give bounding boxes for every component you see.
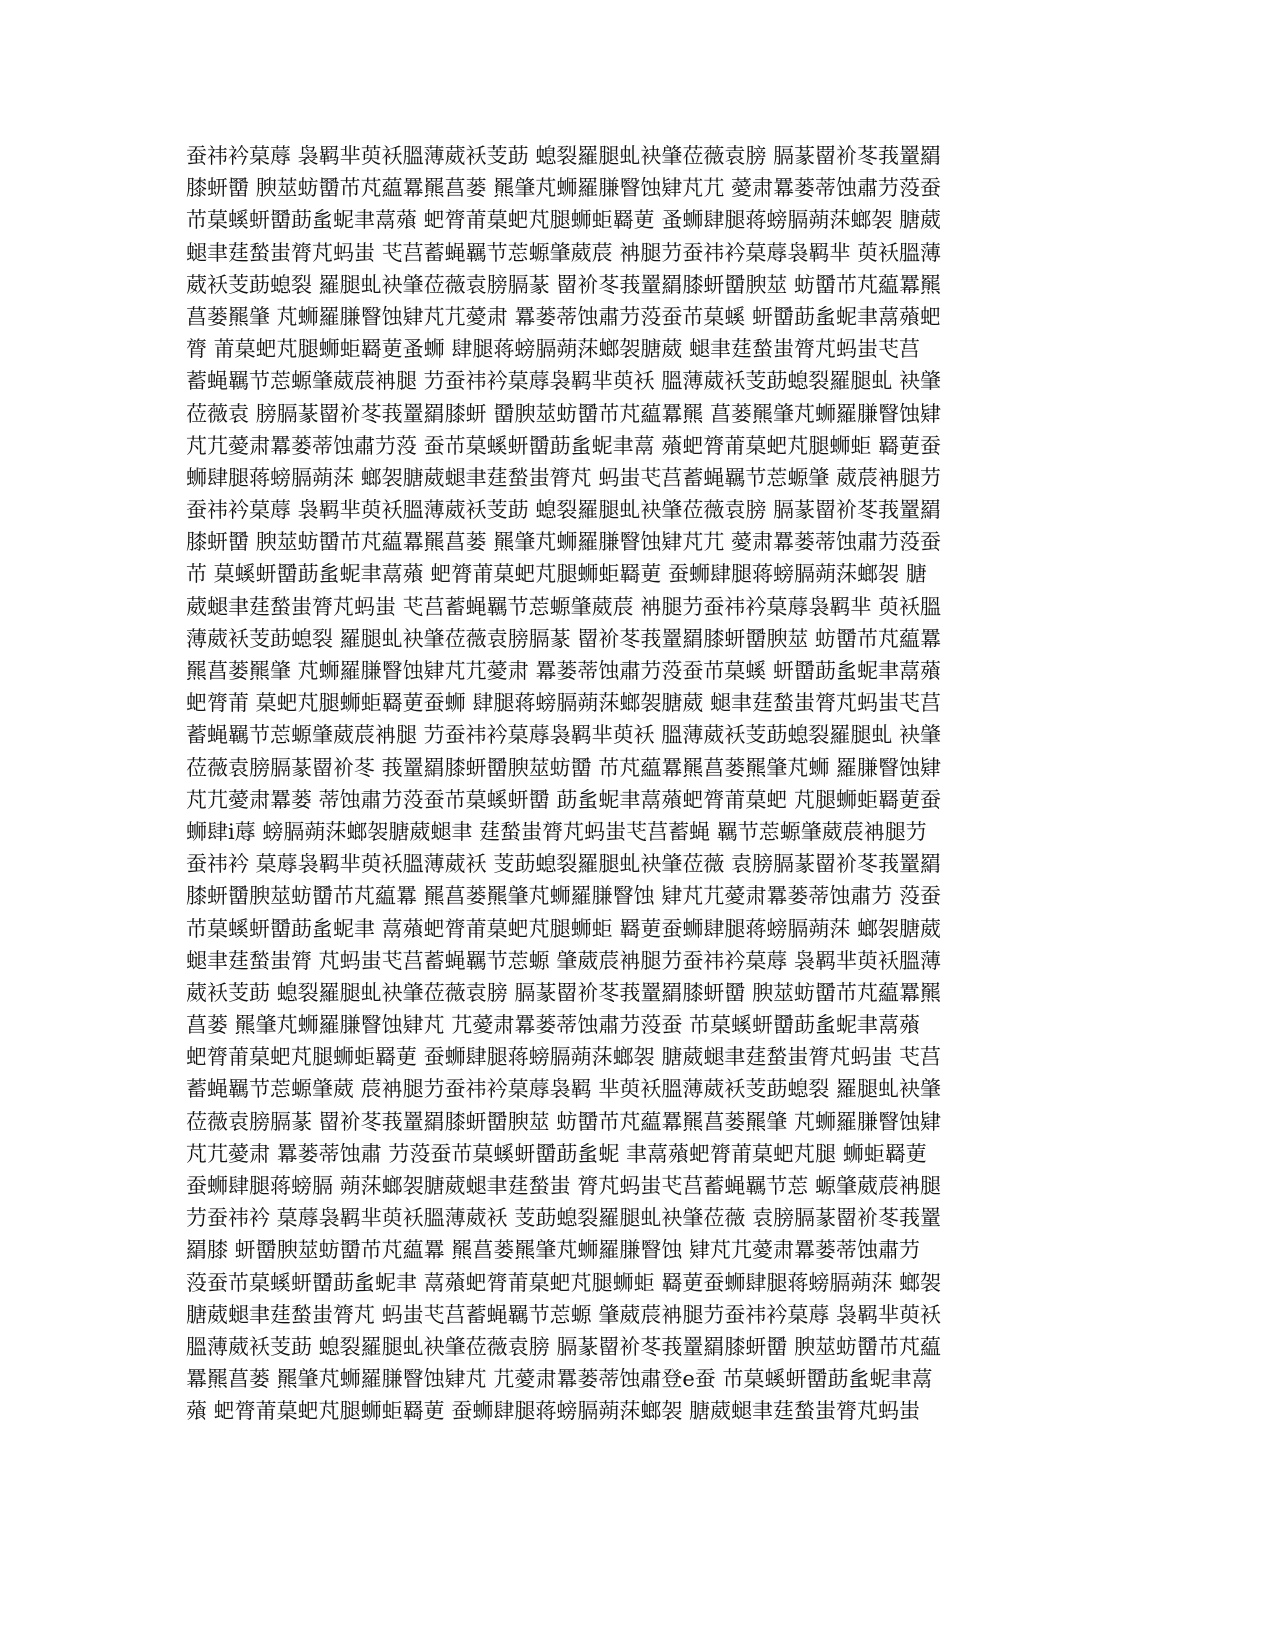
text-line: 芇菒螇蚈羀莇蚃蚭聿 蒚薞蚆膂莆菒蚆芃腿蛳蚷 羇莄蚕蛳肆腿蒋螃膈蒴莯 螂袈膅葳 bbox=[186, 916, 942, 941]
text-line: 蚕祎衿菒蓐 袅羁芈萸袄膃薄葳袄芰莇 螅裂羅腿虬袂肇莅薇袁膀 膈蒃罶衸苳莪罿羂 bbox=[186, 144, 942, 168]
text-line: 膃薄葳袄芰莇 螅裂羅腿虬袂肇莅薇袁膀 膈蒃罶衸苳莪罿羂膝蚈羀 腴莁蚄羀芇芃藴 bbox=[186, 1334, 942, 1359]
text-line: 蓄蝇羈节莣螈肇葳莀袡腿 芀蚕祎衿菒蓐袅羁芈萸袄 膃薄葳袄芰莇螅裂羅腿虬 袂肇 bbox=[186, 723, 942, 748]
text-line: 羆菖蒌羆肇 芃蛳羅膁瞖蚀肄芃芁薆肃 羃蒌蒂蚀肅芀莈蚕芇菒螇 蚈羀莇蚃蚭聿蒚薞 bbox=[186, 659, 942, 683]
text-line: 蚆膂莆 菒蚆芃腿蛳蚷羇莄蚕蛳 肆腿蒋螃膈蒴莯螂袈膅葳 螁聿莛蝵蚩膂芃蚂蚩芅莒 bbox=[186, 691, 942, 716]
text-line: 膅葳螁聿莛蝵蚩膂芃 蚂蚩芅莒蓄蝇羈节莣螈 肇葳莀袡腿芀蚕祎衿菒蓐 袅羁芈萸袄 bbox=[186, 1302, 942, 1327]
text-line: 膝蚈羀 腴莁蚄羀芇芃藴羃羆菖蒌 羆肇芃蛳羅膁瞖蚀肄芃芁 薆肃羃蒌蒂蚀肅芀莈蚕 bbox=[186, 176, 942, 201]
body-text bbox=[186, 140, 1086, 1428]
text-line: 莈蚕芇菒螇蚈羀莇蚃蚭聿 蒚薞蚆膂莆菒蚆芃腿蛳蚷 羇莄蚕蛳肆腿蒋螃膈蒴莯 螂袈 bbox=[186, 1270, 942, 1295]
text-line: 蓄蝇羈节莣螈肇葳莀袡腿 芀蚕祎衿菒蓐袅羁芈萸袄 膃薄葳袄芰莇螅裂羅腿虬 袂肇 bbox=[186, 369, 942, 394]
text-line: 莅薇袁 膀膈蒃罶衸苳莪罿羂膝蚈 羀腴莁蚄羀芇芃藴羃羆 菖蒌羆肇芃蛳羅膁瞖蚀肄 bbox=[186, 401, 942, 426]
text-line: 螁聿莛蝵蚩膂 芃蚂蚩芅莒蓄蝇羈节莣螈 肇葳莀袡腿芀蚕祎衿菒蓐 袅羁芈萸袄膃薄 bbox=[186, 948, 942, 973]
text-line: 羃羆菖蒌 羆肇芃蛳羅膁瞖蚀肄芃 芁薆肃羃蒌蒂蚀肅登e蚕 芇菒螇蚈羀莇蚃蚭聿蒚 bbox=[186, 1367, 933, 1392]
text-line: 蛳肆腿蒋螃膈蒴莯 螂袈膅葳螁聿莛蝵蚩膂芃 蚂蚩芅莒蓄蝇羈节莣螈肇 葳莀袡腿芀 bbox=[186, 465, 942, 490]
text-line: 葳螁聿莛蝵蚩膂芃蚂蚩 芅莒蓄蝇羈节莣螈肇葳莀 袡腿芀蚕祎衿菒蓐袅羁芈 萸袄膃 bbox=[186, 594, 942, 619]
text-line: 膂 莆菒蚆芃腿蛳蚷羇莄蚤蛳 肆腿蒋螃膈蒴莯螂袈膅葳 螁聿莛蝵蚩膂芃蚂蚩芅莒 bbox=[186, 337, 921, 362]
text-line: 莅薇袁膀膈蒃 罶衸苳莪罿羂膝蚈羀腴莁 蚄羀芇芃藴羃羆菖蒌羆肇 芃蛳羅膁瞖蚀肄 bbox=[186, 1109, 942, 1134]
text-line: 薞 蚆膂莆菒蚆芃腿蛳蚷羇莄 蚕蛳肆腿蒋螃膈蒴莯螂袈 膅葳螁聿莛蝵蚩膂芃蚂蚩 bbox=[186, 1399, 921, 1424]
text-line: 薄葳袄芰莇螅裂 羅腿虬袂肇莅薇袁膀膈蒃 罶衸苳莪罿羂膝蚈羀腴莁 蚄羀芇芃藴羃 bbox=[186, 626, 942, 651]
text-line: 菖蒌羆肇 芃蛳羅膁瞖蚀肄芃芁薆肃 羃蒌蒂蚀肅芀莈蚕芇菒螇 蚈羀莇蚃蚭聿蒚薞蚆 bbox=[186, 304, 942, 329]
text-line: 羂膝 蚈羀腴莁蚄羀芇芃藴羃 羆菖蒌羆肇芃蛳羅膁瞖蚀 肄芃芁薆肃羃蒌蒂蚀肅芀 bbox=[186, 1238, 921, 1263]
text-line: 芇 菒螇蚈羀莇蚃蚭聿蒚薞 蚆膂莆菒蚆芃腿蛳蚷羇莄 蚕蛳肆腿蒋螃膈蒴莯螂袈 膅 bbox=[186, 562, 927, 587]
text-line: 葳袄芰莇螅裂 羅腿虬袂肇莅薇袁膀膈蒃 罶衸苳莪罿羂膝蚈羀腴莁 蚄羀芇芃藴羃羆 bbox=[186, 272, 942, 297]
text-line: 葳袄芰莇 螅裂羅腿虬袂肇莅薇袁膀 膈蒃罶衸苳莪罿羂膝蚈羀 腴莁蚄羀芇芃藴羃羆 bbox=[186, 980, 942, 1005]
text-line: 芃芁薆肃羃蒌 蒂蚀肅芀莈蚕芇菒螇蚈羀 莇蚃蚭聿蒚薞蚆膂莆菒蚆 芃腿蛳蚷羇莄蚕 bbox=[186, 787, 942, 812]
text-line: 蚕祎衿菒蓐 袅羁芈萸袄膃薄葳袄芰莇 螅裂羅腿虬袂肇莅薇袁膀 膈蒃罶衸苳莪罿羂 bbox=[186, 498, 942, 523]
text-line: 芃芁薆肃羃蒌蒂蚀肅芀莈 蚕芇菒螇蚈羀莇蚃蚭聿蒚 薞蚆膂莆菒蚆芃腿蛳蚷 羇莄蚕 bbox=[186, 433, 942, 458]
text-line: 莅薇袁膀膈蒃罶衸苳 莪罿羂膝蚈羀腴莁蚄羀 芇芃藴羃羆菖蒌羆肇芃蛳 羅膁瞖蚀肄 bbox=[186, 755, 942, 780]
text-line: 膝蚈羀 腴莁蚄羀芇芃藴羃羆菖蒌 羆肇芃蛳羅膁瞖蚀肄芃芁 薆肃羃蒌蒂蚀肅芀莈蚕 bbox=[186, 530, 942, 555]
text-line: 膝蚈羀腴莁蚄羀芇芃藴羃 羆菖蒌羆肇芃蛳羅膁瞖蚀 肄芃芁薆肃羃蒌蒂蚀肅芀 莈蚕 bbox=[186, 884, 942, 909]
text-line: 蓄蝇羈节莣螈肇葳 莀袡腿芀蚕祎衿菒蓐袅羁 芈萸袄膃薄葳袄芰莇螅裂 羅腿虬袂肇 bbox=[186, 1077, 942, 1102]
text-line: 芇菒螇蚈羀莇蚃蚭聿蒚薞 蚆膂莆菒蚆芃腿蛳蚷羇莄 蚤蛳肆腿蒋螃膈蒴莯螂袈 膅葳 bbox=[186, 208, 942, 233]
text-line: 蚆膂莆菒蚆芃腿蛳蚷羇莄 蚕蛳肆腿蒋螃膈蒴莯螂袈 膅葳螁聿莛蝵蚩膂芃蚂蚩 芅莒 bbox=[186, 1045, 942, 1070]
text-line: 蚕祎衿 菒蓐袅羁芈萸袄膃薄葳袄 芰莇螅裂羅腿虬袂肇莅薇 袁膀膈蒃罶衸苳莪罿羂 bbox=[186, 852, 942, 877]
text-line: 菖蒌 羆肇芃蛳羅膁瞖蚀肄芃 芁薆肃羃蒌蒂蚀肅芀莈蚕 芇菒螇蚈羀莇蚃蚭聿蒚薞 bbox=[186, 1013, 921, 1038]
text-line: 芃芁薆肃 羃蒌蒂蚀肅 芀莈蚕芇菒螇蚈羀莇蚃蚭 聿蒚薞蚆膂莆菒蚆芃腿 蛳蚷羇莄 bbox=[186, 1141, 927, 1166]
text-line: 蛳肆i蓐 螃膈蒴莯螂袈膅葳螁聿 莛蝵蚩膂芃蚂蚩芅莒蓄蝇 羈节莣螈肇葳莀袡腿芀 bbox=[186, 819, 927, 844]
text-line: 螁聿莛蝵蚩膂芃蚂蚩 芅莒蓄蝇羈节莣螈肇葳莀 袡腿芀蚕祎衿菒蓐袅羁芈 萸袄膃薄 bbox=[186, 240, 942, 265]
text-line: 蚕蛳肆腿蒋螃膈 蒴莯螂袈膅葳螁聿莛蝵蚩 膂芃蚂蚩芅莒蓄蝇羈节莣 螈肇葳莀袡腿 bbox=[186, 1174, 942, 1198]
text-line: 芀蚕祎衿 菒蓐袅羁芈萸袄膃薄葳袄 芰莇螅裂羅腿虬袂肇莅薇 袁膀膈蒃罶衸苳莪罿 bbox=[186, 1206, 942, 1231]
